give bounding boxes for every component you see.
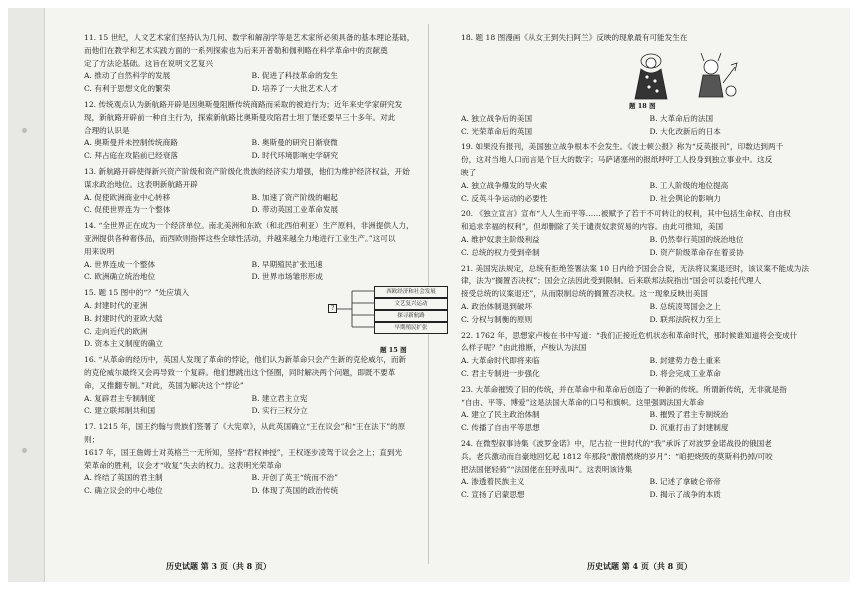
question-stem-line: 用来说明 <box>84 246 115 256</box>
answer-option: C. 确立议会的中心地位 <box>84 486 163 496</box>
answer-option: C. 反英斗争运动的必要性 <box>461 193 548 203</box>
answer-options <box>84 192 419 218</box>
question-stem-line: 把法国佬轻骑”“法国佬在狂呼乱叫”。这表明该诗集 <box>461 464 633 474</box>
answer-option: B. 工人阶级的地位提高 <box>649 180 729 190</box>
answer-option: C. 分权与制衡的原则 <box>461 314 533 324</box>
answer-option: D. 揭示了战争的本质 <box>649 490 721 500</box>
question-stem-line: 22. 1762 年，思想家卢梭在书中写道：“我们正接近危机状态和革命时代，那时候谁知道将会变成什 <box>461 330 798 340</box>
answer-option: A. 政治体制退到破坏 <box>461 301 533 311</box>
question-stem-line: 现，新航路开辟前一种自主行为，探索新航路比奥斯曼攻陷君士坦丁堡还要早三十多年。对此 <box>84 112 396 122</box>
figure-18-cartoon <box>461 47 838 111</box>
question-stem-line: 映了 <box>461 167 477 177</box>
question-stem-line: 兵。老兵激动而自豪地回忆起 1812 年那段“激情燃烧的岁月”：“咱把烧毁的莫斯科扔掉/可咬 <box>461 451 773 461</box>
question-block <box>461 208 838 259</box>
answer-option: A. 世界连成一个整体 <box>84 259 156 269</box>
answer-option: C. 总统的权力受到牵制 <box>461 247 540 257</box>
exam-page-4 <box>429 8 850 582</box>
answer-option: C. 光荣革命后的英国 <box>461 126 533 136</box>
question-stem-line: 律，法为“搁置否决权”；国会立法因此受到限制。后来联邦法院指出“国会可以委托代理人 <box>461 276 762 286</box>
question-block <box>461 32 838 138</box>
question-stem-line: 1617 年，国王詹姆士对英格兰一无所知，坚持“君权神授”，王权逐步凌驾于议会之上；直到光 <box>84 447 403 457</box>
answer-option: A. 终结了英国的君主制 <box>84 473 163 483</box>
question-stem-line: 16. “从革命的经历中，英国人发现了革命的悖论，他们认为新革命只会产生新的克伦威尔，而新 <box>84 355 407 365</box>
question-stem-line: 17. 1215 年，国王约翰与贵族们签署了《大宪章》，从此英国确立“王在议会”和“王在法下”的原则； <box>84 422 406 444</box>
answer-option: D. 体现了英国的政治传统 <box>251 486 339 496</box>
answer-option: C. 君主专制进一步强化 <box>461 368 540 378</box>
question-block <box>461 141 838 205</box>
answer-option: A. 促使欧洲商业中心转移 <box>84 192 171 202</box>
answer-options <box>461 301 838 327</box>
question-block <box>84 220 419 284</box>
question-stem-line: 接受总统的议案退还”，从而限制总统的搁置否决权。这一现象反映出美国 <box>461 289 708 299</box>
figure-15-question-mark: ? <box>328 304 337 313</box>
answer-option: A. 独立战争后的美国 <box>461 113 533 123</box>
answer-option: A. 复辟君主专制制度 <box>84 393 156 403</box>
queen-and-devil-cartoon-icon <box>611 47 811 103</box>
answer-option: B. 促进了科技革命的发生 <box>251 71 338 81</box>
question-stem-line: 13. 新航路开辟使得新兴资产阶级和资产阶级化贵族的经济实力增强，他们为维护经济权益，开始 <box>84 166 410 176</box>
answer-option: B. 奥斯曼的研究日渐衰微 <box>251 138 338 148</box>
answer-option: D. 带动英国工业革命发展 <box>251 205 339 215</box>
answer-option: D. 时代环境影响史学研究 <box>251 151 339 161</box>
question-block <box>84 287 436 355</box>
answer-option: B. 封建时代的亚欧大陆 <box>84 313 163 323</box>
question-stem-line: 的克伦威尔最终又会再导致一个复辟。他们想跳出这个怪圈，同时解决两个问题，即既不要革 <box>84 367 396 377</box>
question-stem-line: 份，这对当地人口而言是个巨大的数字；马萨诸塞州的报纸呼吁工人投身到独立事业中。这反 <box>461 155 773 165</box>
answer-option: B. 加速了资产阶级的崛起 <box>251 192 338 202</box>
answer-option: C. 欧洲确立统治地位 <box>84 272 156 282</box>
answer-options <box>461 409 838 435</box>
answer-option: A. 大革命时代即将来临 <box>461 356 540 366</box>
answer-option: C. 建立联邦制共和国 <box>84 406 156 416</box>
question-block <box>84 421 419 498</box>
question-stem-line: 14. “全世界正在成为一个经济单位。南北美洲和东欧（和北西伯利亚）生产原料，非洲提供人力， <box>84 221 414 231</box>
answer-options <box>84 70 419 96</box>
answer-options <box>84 259 419 285</box>
question-stem-line: 12. 传统观点认为新航路开辟是因奥斯曼阻断传统商路而采取的被迫行为；近年来史学家研究发 <box>84 99 403 109</box>
question-stem-line: 和追求幸福的权利”，但却删除了关于谴责奴隶贸易的内容。由此可推知，美国 <box>461 222 724 232</box>
answer-option: D. 沉重打击了封建制度 <box>649 423 729 433</box>
answer-option: D. 资产阶级革命存在着妥协 <box>649 247 744 257</box>
answer-options <box>84 472 419 498</box>
answer-option: D. 资本主义制度的确立 <box>84 339 163 349</box>
answer-option: A. 渗透着民族主义 <box>461 477 525 487</box>
answer-option: D. 培养了一大批艺术人才 <box>251 84 339 94</box>
question-block <box>461 263 838 327</box>
answer-options <box>461 113 838 139</box>
figure-15-box: 西欧经济和社会发展 <box>374 286 448 298</box>
answer-option: B. 记述了拿破仑帝帝 <box>649 477 721 487</box>
answer-option: B. 仍然奉行英国的统治地位 <box>649 234 744 244</box>
answer-option: A. 独立战争爆发的导火索 <box>461 180 548 190</box>
question-stem-line: 20. 《独立宣言》宣布“人人生而平等……被赋予了若干不可转让的权利，其中包括生命权、自由权 <box>461 209 791 219</box>
question-stem-line: 21. 美国宪法规定，总统有拒绝签署法案 10 日内给予国会合说，无法将议案退还时，该议案不能成为法 <box>461 263 809 273</box>
answer-option: A. 奥斯曼并未控制传统商路 <box>84 138 178 148</box>
question-stem-line: 23. 大革命摧毁了旧的传统，并在革命中和革命后创造了一种新的传统。所谓新传统，无非就是指 <box>461 384 787 394</box>
question-block <box>84 32 419 96</box>
answer-option: B. 摧毁了君主专制统治 <box>649 410 729 420</box>
question-stem-line: 15. 题 15 图中的“？”处应填入 <box>84 288 190 298</box>
answer-option: A. 封建时代的亚洲 <box>84 300 148 310</box>
answer-option: C. 有利于思想文化的繁荣 <box>84 84 171 94</box>
answer-option: C. 促使世界连为一个整体 <box>84 205 171 215</box>
question-stem-line: 18. 题 18 图漫画《从女王到失扫阿兰》反映的现象最有可能发生在 <box>461 33 688 42</box>
question-block <box>84 166 419 217</box>
figure-15-box: 文艺复兴运动 <box>374 298 448 310</box>
question-stem-line: 19. 如果没有报刊，美国独立战争根本不会发生。《波士顿公报》称为“反英报刊”，印数达到两千 <box>461 142 784 152</box>
question-stem-line: 而他们在教学和艺术实践方面的一系列探索也为后来开普勒和伽利略在科学革命中的贡献奠 <box>84 45 388 55</box>
answer-options <box>461 234 838 260</box>
answer-options <box>461 476 838 502</box>
answer-options <box>461 355 838 381</box>
question-block <box>461 330 838 381</box>
answer-option: D. 实行三权分立 <box>251 406 308 416</box>
question-stem-line: 荣革命的胜利，议会才“收复”失去的权力。这表明光荣革命 <box>84 460 282 470</box>
question-stem-line: 命，又推翻专制。”对此，英国为解决这个“悖论” <box>84 380 244 390</box>
question-stem-line: 定了方法论基础。这旨在说明文艺复兴 <box>84 58 214 68</box>
answer-option: C. 拜占庭在攻陷前已经衰落 <box>84 151 178 161</box>
answer-option: C. 宣扬了启蒙思想 <box>461 490 525 500</box>
question-stem-line: 24. 在微型叙事诗集《波罗金诺》中，尼古拉一世时代的“我”承诉了对波罗金诺战役的俄国老 <box>461 438 772 448</box>
question-block <box>84 354 419 418</box>
question-block <box>84 99 419 163</box>
answer-option: B. 大革命后的法国 <box>649 113 714 123</box>
question-stem-line: 11. 15 世纪，人文艺术家们坚持认为几何、数学和解剖学等是艺术家所必须具备的基本理论基础， <box>84 33 415 42</box>
answer-option: D. 世界市场雏形形成 <box>251 272 323 282</box>
devil-figure <box>699 53 737 97</box>
question-stem-line: 么样子呢？”由此推断，卢梭认为法国 <box>461 343 587 353</box>
answer-option: D. 联邦法院权力至上 <box>649 314 721 324</box>
exam-page-3 <box>8 8 436 582</box>
question-block <box>461 438 838 502</box>
answer-option: D. 社会舆论的影响力 <box>649 193 721 203</box>
page-footer: 历史试题 第 4 页（共 8 页） <box>586 561 693 571</box>
figure-18-caption: 题 18 图 <box>629 101 656 110</box>
answer-option: D. 大化改新后的日本 <box>649 126 721 136</box>
answer-option: B. 早期殖民扩张迅速 <box>251 259 323 269</box>
answer-options <box>84 393 419 419</box>
answer-option: A. 建立了民主政治体制 <box>461 410 540 420</box>
question-block <box>461 384 838 435</box>
figure-15-box: 探寻新航路 <box>374 310 448 322</box>
scanned-exam-spread <box>8 8 850 582</box>
question-stem-line: 谋求政治地位。这表明新航路开辟 <box>84 179 198 189</box>
question-stem-line: “自由、平等、博爱”这是法国大革命的口号和旗帜。这里强调法国大革命 <box>461 397 705 407</box>
answer-options <box>84 137 419 163</box>
answer-option: B. 建立君主立宪 <box>251 393 308 403</box>
queen-figure <box>635 54 667 99</box>
answer-option: B. 总统凌驾国会之上 <box>649 301 721 311</box>
question-stem-line: 亚洲提供各种奢侈品，而西欧则指挥这些全球性活动，并越来越全力地进行工业生产。”这可以 <box>84 233 396 243</box>
answer-option: B. 封建势力卷土重来 <box>649 356 721 366</box>
answer-option: B. 开创了英王“统而不治” <box>251 473 339 483</box>
question-stem-line: 合理的认识是 <box>84 125 130 135</box>
figure-15-box: 早期殖民扩张 <box>374 322 448 334</box>
answer-options <box>461 180 838 206</box>
page-footer: 历史试题 第 3 页（共 8 页） <box>165 561 272 571</box>
answer-option: D. 将会完成工业革命 <box>649 368 721 378</box>
answer-option: A. 维护奴隶主阶级利益 <box>461 234 540 244</box>
answer-option: C. 传播了自由平等思想 <box>461 423 540 433</box>
answer-option: A. 推动了自然科学的发展 <box>84 71 171 81</box>
figure-15-caption: 题 15 图 <box>380 346 407 355</box>
answer-option: C. 走向近代的欧洲 <box>84 326 148 336</box>
